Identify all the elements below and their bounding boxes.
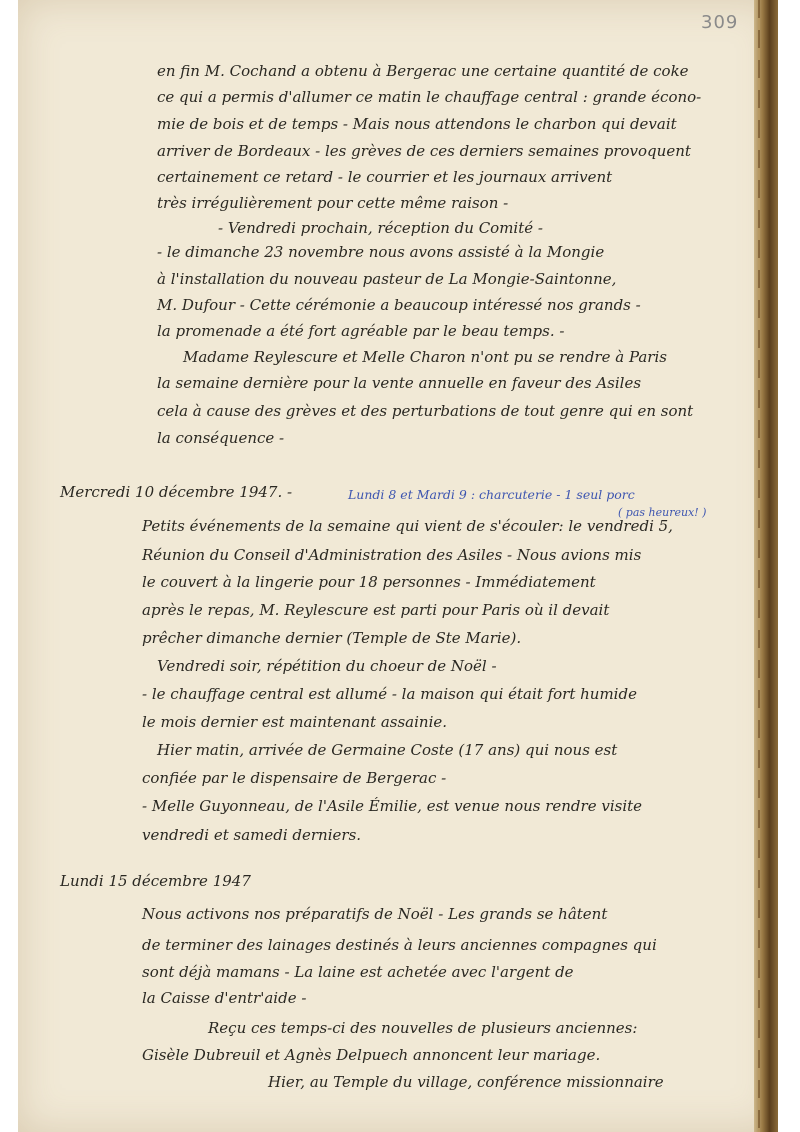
handwritten-line: - le chauffage central est allumé - la maison qui était fort humide xyxy=(142,685,637,703)
handwritten-line: la Caisse d'entr'aide - xyxy=(142,989,307,1007)
handwritten-line: confiée par le dispensaire de Bergerac - xyxy=(142,769,447,787)
margin-annotation: ( pas heureux! ) xyxy=(618,506,707,519)
handwritten-line: cela à cause des grèves et des perturbations de tout genre qui en sont xyxy=(157,402,694,420)
handwritten-line: très irrégulièrement pour cette même raison - xyxy=(157,194,509,212)
handwritten-line: - Melle Guyonneau, de l'Asile Émilie, est venue nous rendre visite xyxy=(142,797,643,815)
handwritten-line: Petits événements de la semaine qui vient de s'écouler: le vendredi 5, xyxy=(142,517,673,535)
notebook-page xyxy=(18,0,778,1132)
handwritten-line: arriver de Bordeaux - les grèves de ces derniers semaines provoquent xyxy=(157,142,691,160)
handwritten-line: ce qui a permis d'allumer ce matin le chauffage central : grande écono- xyxy=(157,88,702,106)
handwritten-line: sont déjà mamans - La laine est achetée avec l'argent de xyxy=(142,963,574,981)
handwritten-line: Vendredi soir, répétition du choeur de Noël - xyxy=(157,657,497,675)
handwritten-line: la conséquence - xyxy=(157,429,285,447)
handwritten-line: - Vendredi prochain, réception du Comité - xyxy=(218,219,543,237)
handwritten-line: la semaine dernière pour la vente annuelle en faveur des Asiles xyxy=(157,374,642,392)
page-number: 309 xyxy=(701,12,739,33)
handwritten-line: de terminer des lainages destinés à leurs anciennes compagnes qui xyxy=(142,936,657,954)
handwritten-line: Madame Reylescure et Melle Charon n'ont pu se rendre à Paris xyxy=(183,348,667,366)
handwritten-line: vendredi et samedi derniers. xyxy=(142,826,362,844)
handwritten-line: le couvert à la lingerie pour 18 personnes - Immédiatement xyxy=(142,573,596,591)
handwritten-line: prêcher dimanche dernier (Temple de Ste Marie). xyxy=(142,629,522,647)
entry-date-heading: Lundi 15 décembre 1947 xyxy=(60,872,251,890)
handwritten-line: à l'installation du nouveau pasteur de La Mongie-Saintonne, xyxy=(157,270,617,288)
handwritten-line: Reçu ces temps-ci des nouvelles de plusieurs anciennes: xyxy=(208,1019,638,1037)
handwritten-line: mie de bois et de temps - Mais nous attendons le charbon qui devait xyxy=(157,115,677,133)
handwritten-line: Nous activons nos préparatifs de Noël - Les grands se hâtent xyxy=(142,905,608,923)
handwritten-line: le mois dernier est maintenant assainie. xyxy=(142,713,448,731)
handwritten-line: en fin M. Cochand a obtenu à Bergerac une certaine quantité de coke xyxy=(157,62,689,80)
handwritten-line: Hier matin, arrivée de Germaine Coste (17 ans) qui nous est xyxy=(157,741,618,759)
handwritten-line: après le repas, M. Reylescure est parti pour Paris où il devait xyxy=(142,601,610,619)
handwritten-line: certainement ce retard - le courrier et les journaux arrivent xyxy=(157,168,613,186)
entry-date-heading: Mercredi 10 décembre 1947. - xyxy=(60,483,293,501)
handwritten-line: - le dimanche 23 novembre nous avons assisté à la Mongie xyxy=(157,243,605,261)
book-spine xyxy=(754,0,778,1132)
handwritten-line: Réunion du Conseil d'Administration des Asiles - Nous avions mis xyxy=(142,546,642,564)
handwritten-line: Hier, au Temple du village, conférence missionnaire xyxy=(268,1073,664,1091)
handwritten-line: Gisèle Dubreuil et Agnès Delpuech annoncent leur mariage. xyxy=(142,1046,601,1064)
margin-annotation: Lundi 8 et Mardi 9 : charcuterie - 1 seul porc xyxy=(348,487,635,502)
handwritten-line: M. Dufour - Cette cérémonie a beaucoup intéressé nos grands - xyxy=(157,296,641,314)
handwritten-line: la promenade a été fort agréable par le beau temps. - xyxy=(157,322,565,340)
